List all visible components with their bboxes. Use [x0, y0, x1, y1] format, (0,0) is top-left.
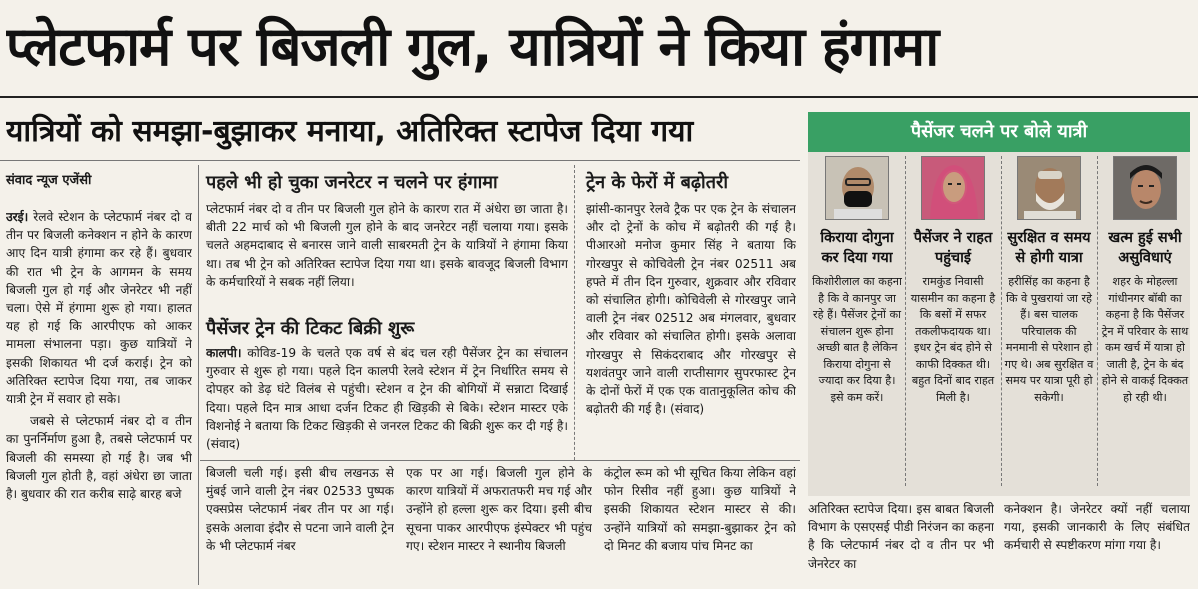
section-heading-train-trips: ट्रेन के फेरों में बढ़ोतरी	[586, 172, 728, 193]
quote-text: शहर के मोहल्ला गांधीनगर बॉबी का कहना है कि पैसेंजर ट्रेन में परिवार के साथ कम खर्च में यात्रा हो जाती है, ट्रेन के बंद होने से वाकई दिक्कत हो रही थी।	[1101, 275, 1189, 404]
headline: प्लेटफार्म पर बिजली गुल, यात्रियों ने किया हंगामा	[6, 15, 939, 78]
passenger-quote	[1098, 156, 1192, 492]
passenger-photo	[825, 156, 889, 220]
article-paragraph: जबसे से प्लेटफार्म नंबर दो व तीन का पुनर्निर्माण हुआ है, तबसे प्लेटफार्म पर बिजली की समस्या हो गई है। जब भी बिजली गुल होती है, वहां अंधेरा छा जाता है। बुधवार की रात करीब साढ़े बारह बजे	[6, 414, 192, 502]
headline-rule	[0, 96, 1198, 98]
passenger-quote	[906, 156, 1000, 492]
ticket-sales-text: कोविड-19 के चलते एक वर्ष से बंद चल रही पैसेंजर ट्रेन का संचालन गुरुवार से शुरू हो गया। पहले दिन कालपी रेलवे स्टेशन में ट्रेन निर्धारित समय से दोपहर को डेढ़ घंटे विलंब से पहुंची। स्टेशन व ट्रेन की बोगियों में सन्नाटा दिखाई दिया। पहले दिन मात्र आधा दर्जन टिकट ही खिड़की से बिके। स्टेशन मास्टर एके विशनोई ने बताया कि टिकट खिड़की से जनरल टिकट की बिक्री शुरू कर दी गई है। (संवाद)	[206, 346, 568, 452]
quote-text: किशोरीलाल का कहना है कि वे कानपुर जा रहे हैं। पैसेंजर ट्रेनों का संचालन शुरू होना अच्छी बात है लेकिन किराया दोगुना से ज्यादा कर दिया है। इसे कम करें।	[812, 275, 902, 404]
passenger-quotes-panel	[808, 112, 1190, 496]
column-divider	[198, 165, 199, 585]
continuation-column-2: बिजली चली गई। इसी बीच लखनऊ से मुंबई जाने वाली ट्रेन नंबर 02533 पुष्पक एक्सप्रेस प्लेटफार्म नंबर तीन पर आ गई। इसके अलावा इंदौर से पटना जाने वाली ट्रेन के भी प्लेटफार्म नंबर	[206, 466, 394, 553]
section-bottom-rule	[200, 460, 800, 461]
continuation-column-5: अतिरिक्त स्टापेज दिया। इस बाबत बिजली विभाग के एसएसई पीडी निरंजन का कहना है कि प्लेटफार्म नंबर दो व तीन पर भी जेनरेटर का	[808, 502, 994, 571]
section-heading-generator: पहले भी हो चुका जनरेटर न चलने पर हंगामा	[206, 172, 498, 193]
article-lead-paragraph	[6, 208, 192, 408]
article-column-1	[6, 208, 192, 586]
dateline-place: उरई।	[6, 210, 29, 224]
continuation-column-4: कंट्रोल रूम को भी सूचित किया लेकिन वहां फोन रिसीव नहीं हुआ। कुछ यात्रियों ने इसकी शिकायत स्टेशन मास्टर से की। उन्होंने यात्रियों को समझा-बुझाकर ट्रेन को दो मिनट की बजाय पांच मिनट का	[604, 466, 796, 553]
quote-text: हरीसिंह का कहना है कि वे पुखरायां जा रहे हैं। बस चालक परिचालक की मनमानी से परेशान हो गए थे। अब सुरक्षित व समय पर यात्रा पूरी हो सकेगी।	[1004, 275, 1094, 404]
byline: संवाद न्यूज एजेंसी	[6, 173, 92, 188]
column-divider	[574, 165, 575, 460]
continuation-column-6: कनेक्शन है। जेनरेटर क्यों नहीं चलाया गया, इसकी जानकारी के लिए संबंधित कर्मचारी से स्पष्टीकरण मांगा गया है।	[1004, 502, 1190, 553]
quote-text: रामकुंड निवासी यासमीन का कहना है कि बसों में सफर तकलीफदायक था। इधर ट्रेन बंद होने से काफी दिक्कत थी। बहुत दिनों बाद राहत मिली है।	[910, 275, 996, 404]
passenger-photo	[1113, 156, 1177, 220]
passenger-quote	[810, 156, 904, 492]
section-text-generator: प्लेटफार्म नंबर दो व तीन पर बिजली गुल होने के कारण रात में अंधेरा छा जाता है। बीती 22 मार्च को भी बिजली गुल होने के बाद जनरेटर नहीं चलाया गया। इसके चलते अहमदाबाद से बनारस जाने वाली साबरमती ट्रेन के यात्रियों ने हंगामा किया था। तब भी ट्रेन को अतिरिक्त स्टापेज दिया गया था। इसके बावजूद बिजली विभाग के कर्मचारियों ने सबक नहीं लिया।	[206, 202, 568, 289]
continuation-column-3: एक पर आ गई। बिजली गुल होने के कारण यात्रियों में अफरातफरी मच गई और उन्होंने हो हल्ला शुरू कर दिया। इसी बीच सूचना पाकर आरपीएफ इंस्पेक्टर भी पहुंच गए। स्टेशन मास्टर ने स्थानीय बिजली	[406, 466, 592, 553]
passenger-photo	[1017, 156, 1081, 220]
quote-title: सुरक्षित व समय से होगी यात्रा	[1007, 230, 1091, 266]
quote-title: खत्म हुई सभी असुविधाएं	[1108, 230, 1182, 266]
section-heading-ticket-sales: पैसेंजर ट्रेन की टिकट बिक्री शुरू	[206, 318, 415, 339]
section-text-train-trips: झांसी-कानपुर रेलवे ट्रैक पर एक ट्रेन के संचालन और दो ट्रेनों के कोच में बढ़ोतरी की गई है। पीआरओ मनोज कुमार सिंह ने बताया कि गोरखपुर से कोचिवेली ट्रेन नंबर 02511 अब हफ्ते में तीन दिन गुरुवार, शुक्रवार और रविवार को संचालित होगी। कोचिवेली से गोरखपुर जाने वाली ट्रेन नंबर 02512 अब मंगलवार, बुधवार और रविवार को संचालित होगी। इसके अलावा गोरखपुर से सिकंदराबाद और गोरखपुर से यशवंतपुर जाने वाली राप्तीसागर सुपरफास्ट ट्रेन के दोनों फेरों में एक एक वातानुकूलित कोच की बढ़ोतरी की गई है। (संवाद)	[586, 202, 796, 417]
dateline-place: कालपी।	[206, 346, 242, 360]
section-text-ticket-sales	[206, 344, 568, 456]
panel-title: पैसेंजर चलने पर बोले यात्री	[808, 112, 1190, 152]
quote-title: किराया दोगुना कर दिया गया	[820, 230, 894, 266]
subhead-rule	[0, 160, 800, 161]
passenger-photo	[921, 156, 985, 220]
passenger-quote	[1002, 156, 1096, 492]
quote-title: पैसेंजर ने राहत पहुंचाई	[913, 230, 993, 266]
lead-text: रेलवे स्टेशन के प्लेटफार्म नंबर दो व तीन पर बिजली कनेक्शन न होने के कारण आए दिन यात्री हंगामा कर रहे हैं। बुधवार की रात भी ट्रेन के आगमन के समय बिजली गुल हो गई और जेनरेटर भी नहीं चला। ऐसे में हंगामा शुरू हो गया। हालत यह हो गई कि आरपीएफ को आकर मामला संभालना पड़ा। कुछ यात्रियों ने इसकी शिकायत भी दर्ज कराई। ट्रेन को अतिरिक्त स्टापेज दिया गया, तब जाकर यात्री ट्रेन में सवार हो सके।	[6, 210, 192, 407]
subheadline: यात्रियों को समझा-बुझाकर मनाया, अतिरिक्त स्टापेज दिया गया	[6, 114, 694, 149]
